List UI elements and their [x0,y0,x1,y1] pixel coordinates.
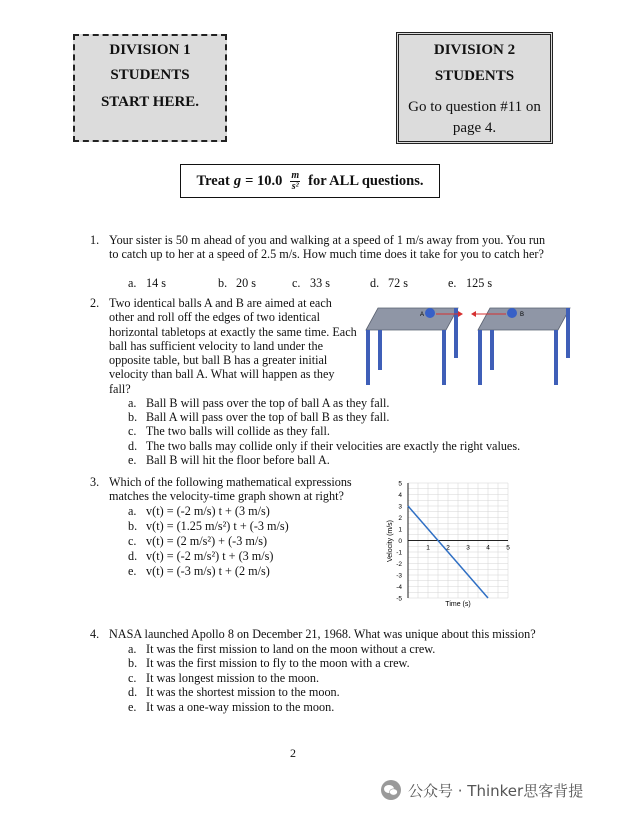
y-tick-label: 2 [398,514,402,522]
right-table-leg [478,330,482,385]
option-c[interactable]: c. It was longest mission to the moon. [128,671,320,685]
x-tick-label: 1 [426,544,430,552]
division-1-subtitle: STUDENTS [110,67,190,83]
gravity-unit-den: s² [291,180,299,192]
ball-b-label: B [520,312,525,318]
option-d[interactable]: d. It was the shortest mission to the moon. [128,685,340,699]
x-tick-label: 3 [466,544,470,552]
wechat-icon [380,779,402,801]
y-tick-label: -4 [396,583,402,591]
gravity-suffix: for ALL questions. [308,172,424,189]
gravity-unit [290,171,300,192]
right-table-leg [566,308,570,358]
option-a[interactable]: a. v(t) = (-2 m/s) t + (3 m/s) [128,504,270,518]
ball-b [507,308,517,318]
tables-figure [362,300,582,390]
right-table-leg [490,330,494,370]
left-table-leg [454,308,458,358]
y-tick-label: -1 [396,549,402,557]
division-1-instruction: START HERE. [100,94,200,110]
option-b[interactable]: b. Ball A will pass over the top of ball B as they fall. [128,410,390,424]
question-number: 3. [90,475,100,489]
question-text: NASA launched Apollo 8 on December 21, 1968. What was unique about this mission? [109,627,536,641]
gravity-prefix: Treat [196,172,230,189]
chart-ylabel: Velocity (m/s) [387,519,394,563]
ball-a [425,308,435,318]
gravity-note [180,164,440,198]
chart-ticks [396,480,510,602]
y-tick-label: 0 [398,537,402,545]
left-table-leg [378,330,382,370]
option-c[interactable]: c. v(t) = (2 m/s²) + (-3 m/s) [128,534,268,548]
option-a[interactable]: a. 14 s [128,276,167,290]
left-table-leg [442,330,446,385]
arrow-b-head [471,311,476,317]
option-e[interactable]: e. Ball B will hit the floor before ball A. [128,453,330,467]
question-text: Which of the following mathematical expressions matches the velocity-time graph shown at right? [109,475,352,504]
y-tick-label: 3 [398,503,402,511]
option-d[interactable]: d. 72 s [370,276,409,290]
division-2-subtitle: STUDENTS [434,68,515,84]
x-tick-label: 4 [486,544,490,552]
y-tick-label: -3 [396,572,402,580]
watermark [380,779,583,801]
arrow-a-head [458,311,463,317]
option-d[interactable]: d. The two balls may collide only if their velocities are exactly the right values. [128,439,521,453]
division-1-box [73,34,227,142]
y-tick-label: 5 [398,480,402,488]
watermark-text: 公众号 · Thinker思客背提 [408,781,584,800]
division-2-instruction: Go to question #11 on page 4. [408,99,541,136]
gravity-value: = 10.0 [245,172,283,189]
question-text: Your sister is 50 m ahead of you and walking at a speed of 1 m/s away from you. You run to catch up to her at a speed of 2.5 m/s. How much time does it take for you to catch her? [109,233,546,262]
left-tabletop [366,308,458,330]
x-tick-label: 5 [506,544,510,552]
option-d[interactable]: d. v(t) = (-2 m/s²) t + (3 m/s) [128,549,274,563]
right-table-leg [554,330,558,385]
division-1-title: DIVISION 1 [109,42,191,58]
y-tick-label: -2 [396,560,402,568]
division-2-title: DIVISION 2 [433,42,516,58]
y-tick-label: 1 [398,526,402,534]
question-number: 2. [90,296,100,310]
y-tick-label: 4 [398,491,402,499]
option-a[interactable]: a. Ball B will pass over the top of ball A as they fall. [128,396,390,410]
gravity-unit-num: m [291,169,300,181]
option-b[interactable]: b. It was the first mission to fly to the moon with a crew. [128,656,410,670]
option-a[interactable]: a. It was the first mission to land on the moon without a crew. [128,642,436,656]
option-b[interactable]: b. 20 s [218,276,257,290]
question-text: Two identical balls A and B are aimed at each other and roll off the edges of two identical horizontal tabletops at exactly the same time. Each ball has sufficient velocity to land under the opposite table, but ball B has a greater initial velocity than ball A. What will happen as they fall? [109,296,357,396]
division-2-box [396,32,553,144]
velocity-time-chart [380,474,530,614]
page-number: 2 [290,746,296,760]
question-number: 4. [90,627,100,641]
x-tick-label: 2 [446,544,450,552]
y-tick-label: -5 [396,595,402,603]
option-e[interactable]: e. It was a one-way mission to the moon. [128,700,335,714]
option-e[interactable]: e. 125 s [448,276,493,290]
left-table-leg [366,330,370,385]
option-c[interactable]: c. 33 s [292,276,331,290]
question-number: 1. [90,233,100,247]
chart-xlabel: Time (s) [445,601,471,608]
ball-a-label: A [420,312,425,318]
option-e[interactable]: e. v(t) = (-3 m/s) t + (2 m/s) [128,564,270,578]
option-c[interactable]: c. The two balls will collide as they fall. [128,424,330,438]
gravity-var: g [233,172,242,189]
option-b[interactable]: b. v(t) = (1.25 m/s²) t + (-3 m/s) [128,519,289,533]
